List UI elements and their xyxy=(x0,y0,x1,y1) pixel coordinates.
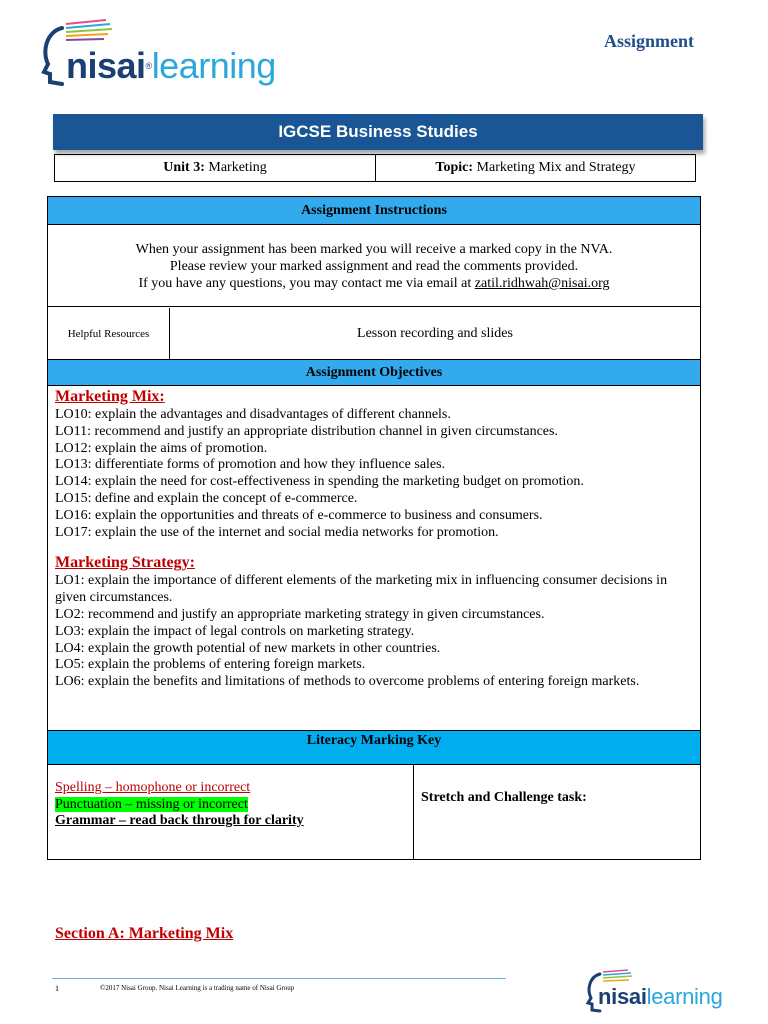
objective-item: LO15: define and explain the concept of e-commerce. xyxy=(55,490,358,506)
objective-item: LO16: explain the opportunities and threats of e-commerce to business and consumers. xyxy=(55,507,543,523)
unit-label: Unit 3: xyxy=(163,160,205,175)
footer-divider xyxy=(52,978,506,979)
stretch-challenge-label: Stretch and Challenge task: xyxy=(421,790,587,805)
resources-label: Helpful Resources xyxy=(48,308,170,359)
objective-item: LO5: explain the problems of entering foreign markets. xyxy=(55,657,366,673)
document-type-label: Assignment xyxy=(603,31,694,51)
topic-value: Marketing Mix and Strategy xyxy=(476,160,636,175)
marketing-mix-title: Marketing Mix: xyxy=(55,388,165,405)
instructions-line-1: When your assignment has been marked you will receive a marked copy in the NVA. xyxy=(135,242,613,257)
spelling-key: Spelling – homophone or incorrect xyxy=(55,780,251,795)
course-title-banner: IGCSE Business Studies xyxy=(53,114,703,150)
objective-item: LO3: explain the impact of legal controls on marketing strategy. xyxy=(55,623,415,639)
logo-wordmark: nisai®learning xyxy=(66,45,276,86)
objectives-heading: Assignment Objectives xyxy=(48,360,700,386)
section-a-heading: Section A: Marketing Mix xyxy=(55,925,234,942)
instructions-heading: Assignment Instructions xyxy=(48,197,700,225)
assignment-table xyxy=(47,196,701,860)
topic-cell xyxy=(376,155,695,181)
objective-item: LO2: recommend and justify an appropriate marketing strategy in given circumstances. xyxy=(55,606,545,622)
contact-email-link[interactable]: zatil.ridhwah@nisai.org xyxy=(474,276,610,291)
page-number: 1 xyxy=(55,984,59,993)
objective-item: LO11: recommend and justify an appropriate distribution channel in given circumstances. xyxy=(55,423,558,439)
copyright-notice: ©2017 Nisai Group. Nisai Learning is a trading name of Nisai Group xyxy=(100,984,295,992)
grammar-key: Grammar – read back through for clarity xyxy=(55,813,304,828)
literacy-key-heading: Literacy Marking Key xyxy=(48,730,700,765)
objective-item: LO4: explain the growth potential of new markets in other countries. xyxy=(55,640,441,656)
objective-item: LO10: explain the advantages and disadvantages of different channels. xyxy=(55,407,451,422)
literacy-key-row xyxy=(48,764,700,859)
objective-item: LO13: differentiate forms of promotion and how they influence sales. xyxy=(55,457,446,473)
objective-item: LO1: explain the importance of different elements of the marketing mix in influencing consumer decisions in given circumstances. xyxy=(55,573,668,606)
unit-value: Marketing xyxy=(208,160,267,175)
unit-cell xyxy=(55,155,376,181)
topic-label: Topic: xyxy=(435,160,474,175)
footer-logo-wordmark: nisailearning xyxy=(598,984,723,1009)
literacy-key-legend xyxy=(48,764,414,859)
instructions-line-2: Please review your marked assignment and read the comments provided. xyxy=(169,259,579,274)
objective-item: LO6: explain the benefits and limitations of methods to overcome problems of entering foreign markets. xyxy=(55,674,640,690)
instructions-text xyxy=(48,225,700,307)
objective-item: LO12: explain the aims of promotion. xyxy=(55,440,268,456)
objective-item: LO17: explain the use of the internet and social media networks for promotion. xyxy=(55,524,499,540)
instructions-line-3: If you have any questions, you may contact me via email at zatil.ridhwah@nisai.org xyxy=(138,276,610,291)
marketing-strategy-title: Marketing Strategy: xyxy=(55,554,195,572)
resources-value: Lesson recording and slides xyxy=(357,325,513,341)
helpful-resources-row xyxy=(48,308,700,360)
unit-topic-row xyxy=(54,154,696,182)
punctuation-key: Punctuation – missing or incorrect xyxy=(55,796,248,812)
objective-item: LO14: explain the need for cost-effectiveness in spending the marketing budget on promotion. xyxy=(55,474,584,490)
objectives-content xyxy=(55,387,692,691)
